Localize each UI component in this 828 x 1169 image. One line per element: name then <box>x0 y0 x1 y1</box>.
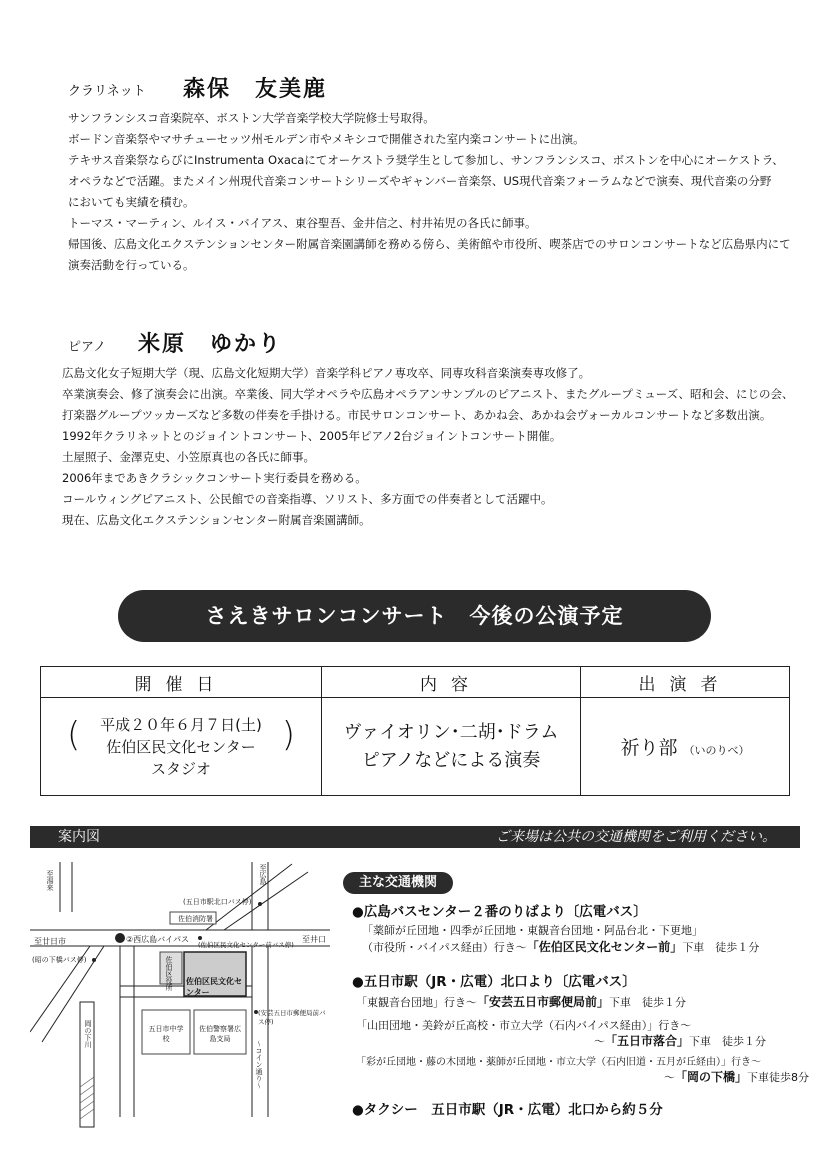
map-label-stop: (昭の下橋バス停) <box>32 956 87 964</box>
route-2-icon <box>115 933 125 943</box>
map-label-bypass: ②西広島バイパス <box>126 935 190 944</box>
route2-text: 下車徒歩8分 <box>747 1071 810 1084</box>
schedule-date: 平成２０年６月７日(土) <box>100 715 262 734</box>
performer2-role: ピアノ <box>68 340 106 355</box>
map-label-stop: (五日市駅北口バス停) <box>183 898 252 906</box>
access-bar <box>30 826 800 848</box>
schedule-venue-line1: 佐伯区民文化センター <box>106 737 256 756</box>
bio-line: サンフランシスコ音楽院卒、ボストン大学音楽学校大学院修士号取得。 <box>68 111 435 125</box>
route1-stop: 「佐伯区民文化センター前」 <box>526 940 683 954</box>
bio-line: 1992年クラリネットとのジョイントコンサート、2005年ピアノ2台ジョイントコンサート開催。 <box>62 429 562 443</box>
route1-text: （市役所・バイパス経由）行き～ <box>362 941 527 954</box>
map-label-stop: (安芸五日市郵便局前バス停) <box>258 1009 326 1026</box>
schedule-content-line1: ヴァイオリン･二胡･ドラム <box>343 721 559 743</box>
schedule-date-cell <box>41 698 322 796</box>
route1-text: 下車 徒歩１分 <box>682 941 760 954</box>
access-map <box>30 852 340 1132</box>
bio-line: 卒業演奏会、修了演奏会に出演。卒業後、同大学オペラや広島オペラアンサンブルのピアニスト、またグループミューズ、昭和会、にじの会、 <box>62 387 794 401</box>
bio-line: テキサス音楽祭ならびにInstrumenta Oxacaにてオーケストラ奨学生として参加し、サンフランシスコ、ボストンを中心にオーケストラ、 <box>68 153 784 167</box>
route2-text: ～ <box>594 1035 605 1048</box>
route1-title: ●広島バスセンター２番のりばより〔広電バス〕 <box>352 904 647 920</box>
bus-stop-icon <box>92 958 96 962</box>
map-label-culture-center: 佐伯区民文化センター <box>186 977 242 997</box>
route2-stop: 「岡の下橋」 <box>675 1070 748 1084</box>
bio-line: ボードン音楽祭やマサチューセッツ州モルデン市やメキシコで開催された室内楽コンサートに出演。 <box>68 132 585 146</box>
bio-line: トーマス・マーティン、ルイス・バイアス、東谷聖吾、金井信之、村井祐児の各氏に師事。 <box>68 216 537 230</box>
map-title: 案内図 <box>58 829 100 845</box>
schedule-content-cell <box>322 698 581 796</box>
performer2-bio <box>62 363 794 531</box>
map-label-police: 佐伯警察署広島支局 <box>199 1025 241 1043</box>
schedule-table <box>40 666 790 796</box>
close-paren: ) <box>281 715 295 755</box>
header-date: 開催日 <box>41 667 322 698</box>
performer1-bio <box>68 108 791 276</box>
route1-line: 「薬師が丘団地・四季が丘団地・東観音台団地・阿品台北・下更地」 <box>362 924 703 937</box>
bio-line: 現在、広島文化エクステンションセンター附属音楽園講師。 <box>62 513 371 527</box>
map-label-road: 至井口 <box>302 935 326 944</box>
bio-line: 演奏活動を行っている。 <box>68 258 195 272</box>
schedule-header-row <box>41 667 790 698</box>
route2-text: ～ <box>664 1071 675 1084</box>
route2-stop: 「五日市落合」 <box>605 1034 690 1048</box>
route2-line <box>356 993 686 1010</box>
route2-line: 「彩が丘団地・藤の木団地・薬師が丘団地・市立大学（石内旧道・五月が丘経由）」行き～ <box>356 1057 761 1068</box>
header-performer: 出演者 <box>581 667 790 698</box>
bio-line: 土屋照子、金澤克史、小笠原真也の各氏に師事。 <box>62 450 315 464</box>
map-label-road: 至広島 <box>259 864 267 885</box>
schedule-venue-line2: スタジオ <box>150 759 211 778</box>
performer1-role: クラリネット <box>68 84 146 99</box>
performer2-name: 米原 ゆかり <box>138 332 283 357</box>
schedule-performer-reading: （いのりべ） <box>683 744 750 757</box>
schedule-performer-cell <box>581 698 790 796</box>
transport-tag: 主な交通機関 <box>343 872 453 894</box>
bus-stop-icon <box>258 902 262 906</box>
transit-notice: ご来場は公共の交通機関をご利用ください。 <box>496 829 776 845</box>
bio-line: 広島文化女子短期大学（現、広島文化短期大学）音楽学科ピアノ専攻卒、同専攻科音楽演奏専攻修了。 <box>62 366 591 380</box>
taxi-info: ●タクシー 五日市駅（JR・広電）北口から約５分 <box>352 1102 663 1118</box>
map-label-street: ～コイン通り～ <box>255 1040 263 1089</box>
map-label-school: 五日市中学校 <box>148 1025 184 1043</box>
schedule-banner: さえきサロンコンサート 今後の公演予定 <box>118 590 711 642</box>
route2-text: 下車 徒歩１分 <box>689 1035 767 1048</box>
map-label-fire: 佐伯消防署 <box>178 915 213 923</box>
schedule-content-line2: ピアノなどによる演奏 <box>361 749 541 771</box>
route2-line <box>664 1068 809 1085</box>
map-label-river: 岡の下川 <box>84 1020 92 1048</box>
bio-line: コールウィングピアニスト、公民館での音楽指導、ソリスト、多方面での伴奏者として活躍中。 <box>62 492 553 506</box>
map-label-road: 至廿日市 <box>34 937 66 946</box>
route2-text: 下車 徒歩１分 <box>609 996 687 1009</box>
route2-text: 「東観音台団地」行き～ <box>356 996 477 1009</box>
bio-line: 帰国後、広島文化エクステンションセンター附属音楽園講師を務める傍ら、美術館や市役所、喫茶店でのサロンコンサートなど広島県内にて <box>68 237 791 251</box>
route2-line: 「山田団地・美鈴が丘高校・市立大学（石内バイパス経由）」行き～ <box>356 1019 692 1032</box>
map-label-stop: (佐伯区民文化センター前バス停) <box>198 941 294 949</box>
open-paren: ( <box>67 715 81 755</box>
schedule-row <box>41 698 790 796</box>
bio-line: 2006年まであきクラシックコンサート実行委員を務める。 <box>62 471 367 485</box>
map-label-road: 至湯来 <box>46 870 54 891</box>
bio-line: においても実績を積む。 <box>68 195 195 209</box>
bio-line: 打楽器グループツッカーズなど多数の伴奏を手掛ける。市民サロンコンサート、あかね会、あかね会ヴォーカルコンサートなど多数出演。 <box>62 408 772 422</box>
schedule-performer: 祈り部 <box>620 737 678 759</box>
header-content: 内容 <box>322 667 581 698</box>
route2-title: ●五日市駅（JR・広電）北口より〔広電バス〕 <box>352 974 636 990</box>
performer1-name: 森保 友美鹿 <box>183 77 328 102</box>
route1-line <box>362 938 759 955</box>
route2-stop: 「安芸五日市郵便局前」 <box>477 995 610 1009</box>
map-label-ward-office: 佐伯区役所 <box>165 956 173 991</box>
route2-line <box>594 1032 766 1049</box>
bio-line: オペラなどで活躍。またメイン州現代音楽コンサートシリーズやギャンバー音楽祭、US現代音楽フォーラムなどで演奏、現代音楽の分野 <box>68 174 772 188</box>
